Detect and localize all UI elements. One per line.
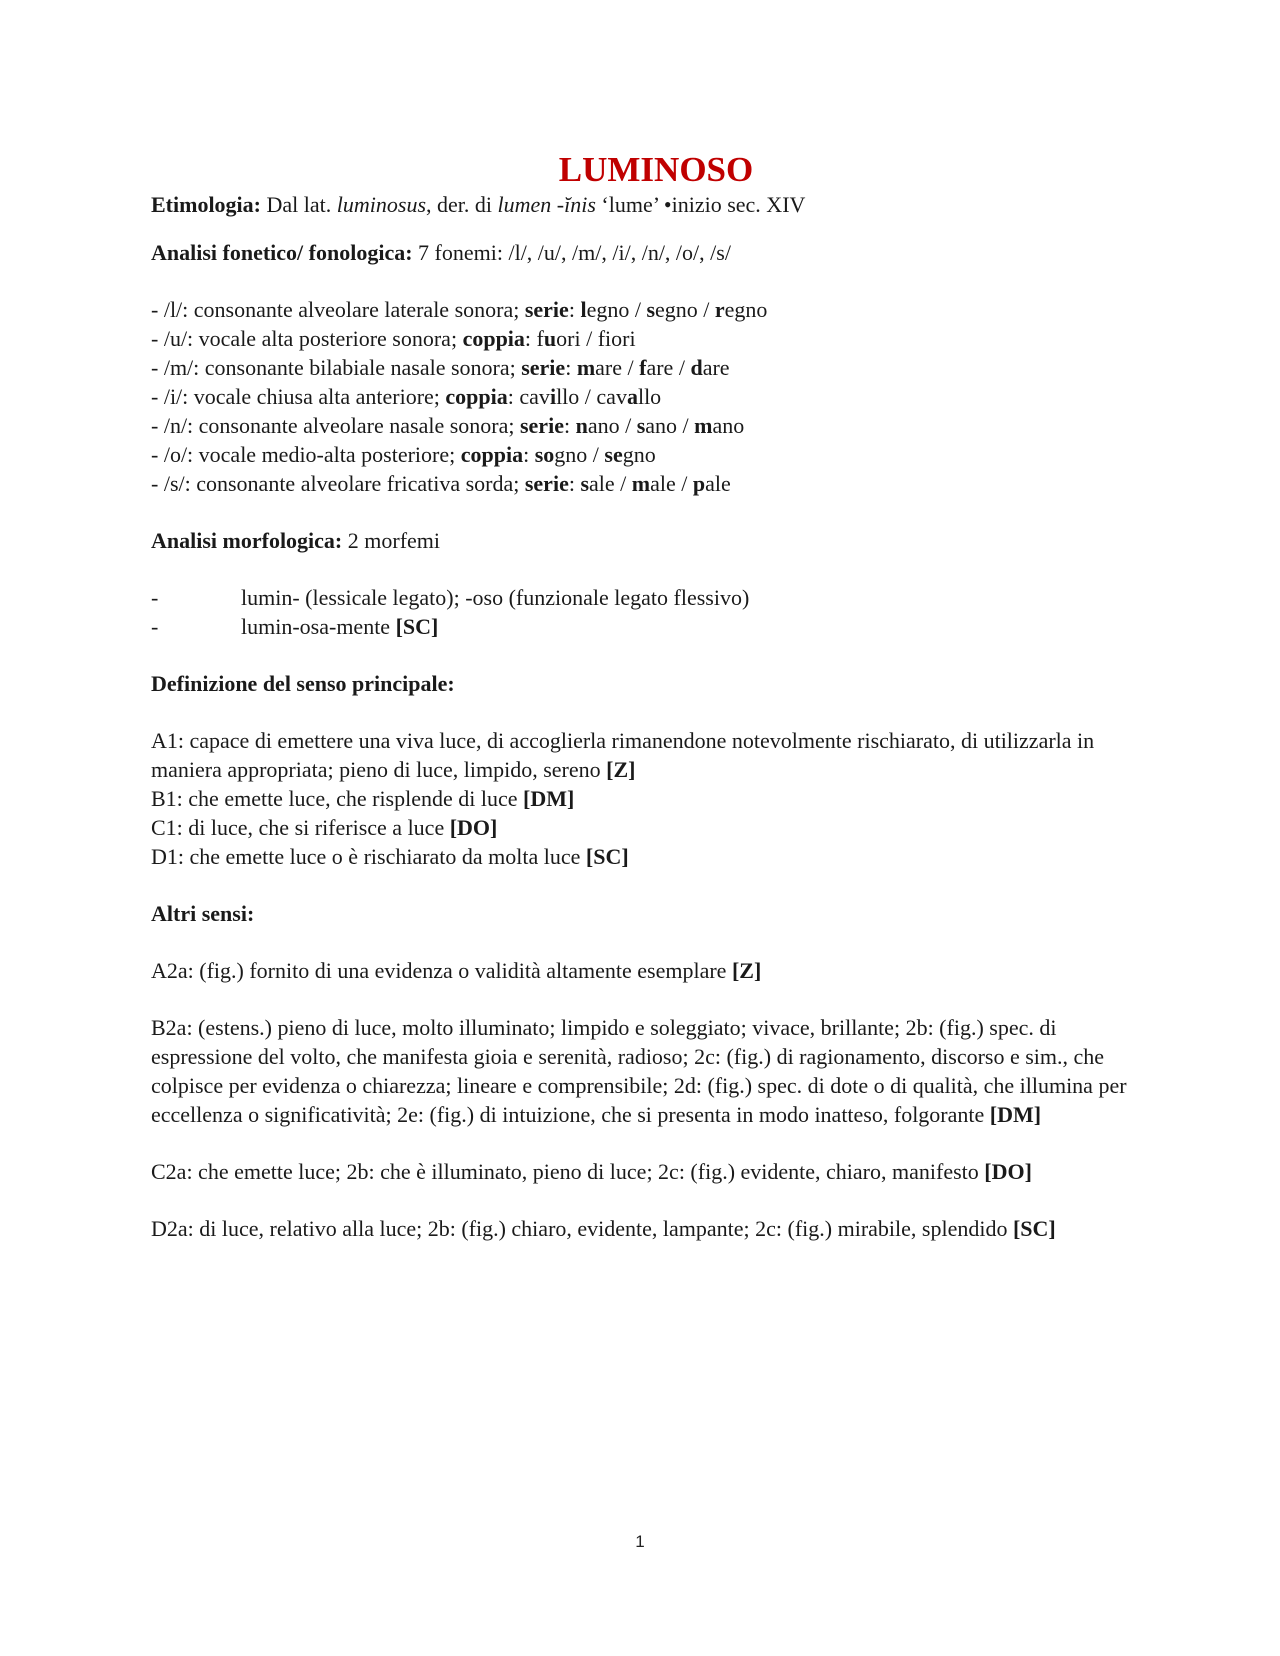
source-tag: [SC] xyxy=(1012,1216,1056,1241)
phoneme-line: - /m/: consonante bilabiale nasale sonora; serie: mare / fare / dare xyxy=(151,355,730,380)
source-tag: [Z] xyxy=(731,958,762,983)
definition-text: D1: che emette luce o è rischiarato da molta luce xyxy=(151,844,586,869)
sense-text: C2a: che emette luce; 2b: che è illuminato, pieno di luce; 2c: (fig.) evidente, chiaro, manifesto xyxy=(151,1159,985,1184)
etimologia-text-1: Dal lat. xyxy=(261,192,337,217)
page-title: LUMINOSO xyxy=(558,150,754,189)
definizione-heading xyxy=(151,669,1141,698)
definition-item xyxy=(151,784,1141,813)
etimologia-text-3: ‘lume’ •inizio sec. XIV xyxy=(595,192,806,217)
phoneme-line: - /o/: vocale medio-alta posteriore; coppia: sogno / segno xyxy=(151,442,656,467)
phoneme-colon: : xyxy=(565,355,577,380)
phoneme-description: - /l/: consonante alveolare laterale sonora; xyxy=(151,297,525,322)
list-item xyxy=(151,583,1141,612)
etimologia-label: Etimologia: xyxy=(151,192,261,217)
example-word: nano xyxy=(575,413,620,438)
definition-item xyxy=(151,726,1141,784)
source-tag: [DO] xyxy=(449,815,498,840)
example-word: cavillo xyxy=(519,384,580,409)
definition-text: A1: capace di emettere una viva luce, di accoglierla rimanendone notevolmente rischiarato, di utilizzarla in maniera appropriata; pieno di luce, limpido, sereno xyxy=(151,728,1095,782)
etimologia-lumen: lumen -ĭnis xyxy=(497,192,596,217)
example-word: sano xyxy=(636,413,678,438)
phoneme-kind: serie xyxy=(519,413,564,438)
phoneme-colon: : xyxy=(568,471,581,496)
example-word: segno xyxy=(604,442,656,467)
etimologia-latin: luminosus xyxy=(336,192,427,217)
phoneme-kind: coppia xyxy=(460,442,524,467)
bullet-text: lumin-osa-mente xyxy=(241,614,396,639)
phoneme-colon: : xyxy=(568,297,581,322)
example-word: sogno xyxy=(534,442,588,467)
fonetica-line xyxy=(151,238,1141,267)
document-page xyxy=(151,150,1141,1243)
example-word: sale xyxy=(580,471,615,496)
example-word: mare xyxy=(576,355,622,380)
altri-heading xyxy=(151,899,1141,928)
sense-item xyxy=(151,1013,1141,1129)
bullet-dash: - xyxy=(151,585,159,610)
phoneme-description: - /s/: consonante alveolare fricativa sorda; xyxy=(151,471,525,496)
definition-item xyxy=(151,842,1141,871)
bullet-text: lumin- (lessicale legato); -oso (funzionale legato flessivo) xyxy=(241,585,750,610)
source-tag: [DO] xyxy=(984,1159,1032,1184)
source-tag: [SC] xyxy=(585,844,629,869)
phoneme-line: - /u/: vocale alta posteriore sonora; coppia: fuori / fiori xyxy=(151,326,636,351)
phoneme-description: - /u/: vocale alta posteriore sonora; xyxy=(151,326,463,351)
example-word: segno xyxy=(646,297,698,322)
morfologia-line xyxy=(151,526,1141,555)
definition-item xyxy=(151,813,1141,842)
source-tag: [Z] xyxy=(606,757,636,782)
etimologia-text-2: , der. di xyxy=(426,192,498,217)
list-item xyxy=(151,612,1141,641)
morfologia-label: Analisi morfologica: xyxy=(151,528,343,553)
sense-text: D2a: di luce, relativo alla luce; 2b: (fig.) chiaro, evidente, lampante; 2c: (fig.) mirabile, splendido xyxy=(151,1216,1013,1241)
sense-item xyxy=(151,1214,1141,1243)
phoneme-line: - /l/: consonante alveolare laterale sonora; serie: legno / segno / regno xyxy=(151,297,768,322)
page-number: 1 xyxy=(635,1532,645,1551)
definizione-label: Definizione del senso principale: xyxy=(151,671,455,696)
source-tag: [DM] xyxy=(989,1102,1042,1127)
sense-text: A2a: (fig.) fornito di una evidenza o validità altamente esemplare xyxy=(151,958,732,983)
example-word: cavallo xyxy=(596,384,662,409)
example-word: fuori xyxy=(536,326,581,351)
definition-text: C1: di luce, che si riferisce a luce xyxy=(151,815,450,840)
phoneme-kind: coppia xyxy=(445,384,508,409)
example-word: fare xyxy=(639,355,674,380)
phoneme-line: - /n/: consonante alveolare nasale sonora; serie: nano / sano / mano xyxy=(151,413,745,438)
source-tag: [SC] xyxy=(395,614,439,639)
phoneme-description: - /m/: consonante bilabiale nasale sonora; xyxy=(151,355,522,380)
phoneme-description: - /n/: consonante alveolare nasale sonora; xyxy=(151,413,520,438)
etimologia-line xyxy=(151,190,1141,219)
example-word: pale xyxy=(692,471,731,496)
example-word: regno xyxy=(714,297,768,322)
phoneme-colon: : xyxy=(563,413,576,438)
phoneme-list xyxy=(151,295,1141,498)
phoneme-line: - /i/: vocale chiusa alta anteriore; coppia: cavillo / cavallo xyxy=(151,384,662,409)
example-word: fiori xyxy=(597,326,636,351)
fonetica-text: 7 fonemi: /l/, /u/, /m/, /i/, /n/, /o/, /s/ xyxy=(412,240,731,265)
example-word: dare xyxy=(690,355,730,380)
phoneme-description: - /i/: vocale chiusa alta anteriore; xyxy=(151,384,446,409)
phoneme-kind: coppia xyxy=(462,326,525,351)
phoneme-description: - /o/: vocale medio-alta posteriore; xyxy=(151,442,461,467)
phoneme-colon: : xyxy=(523,442,535,467)
bullet-dash: - xyxy=(151,614,159,639)
phoneme-line: - /s/: consonante alveolare fricativa sorda; serie: sale / male / pale xyxy=(151,471,731,496)
sense-item xyxy=(151,956,1141,985)
phoneme-colon: : xyxy=(507,384,520,409)
morfologia-text: 2 morfemi xyxy=(342,528,441,553)
definition-text: B1: che emette luce, che risplende di luce xyxy=(151,786,524,811)
phoneme-kind: serie xyxy=(524,297,569,322)
source-tag: [DM] xyxy=(523,786,575,811)
phoneme-colon: : xyxy=(524,326,537,351)
example-word: legno xyxy=(580,297,630,322)
sense-text: B2a: (estens.) pieno di luce, molto illuminato; limpido e soleggiato; vivace, brillante; 2b: (fig.) spec. di espressione del volto, che manifesta gioia e serenità, radioso; 2c: (fig.) di ragionamento, discorso e sim., che colpisce per evidenza o chiarezza; lineare e comprensibile; 2d: (fig.) spec. di dote o di qualità, che illumina per eccellenza o significatività; 2e: (fig.) di intuizione, che si presenta in modo inatteso, folgorante xyxy=(151,1015,1127,1127)
altri-label: Altri sensi: xyxy=(151,901,255,926)
example-word: mano xyxy=(694,413,745,438)
sense-item xyxy=(151,1157,1141,1186)
phoneme-kind: serie xyxy=(524,471,569,496)
phoneme-kind: serie xyxy=(521,355,566,380)
example-word: male xyxy=(631,471,676,496)
fonetica-label: Analisi fonetico/ fonologica: xyxy=(151,240,413,265)
